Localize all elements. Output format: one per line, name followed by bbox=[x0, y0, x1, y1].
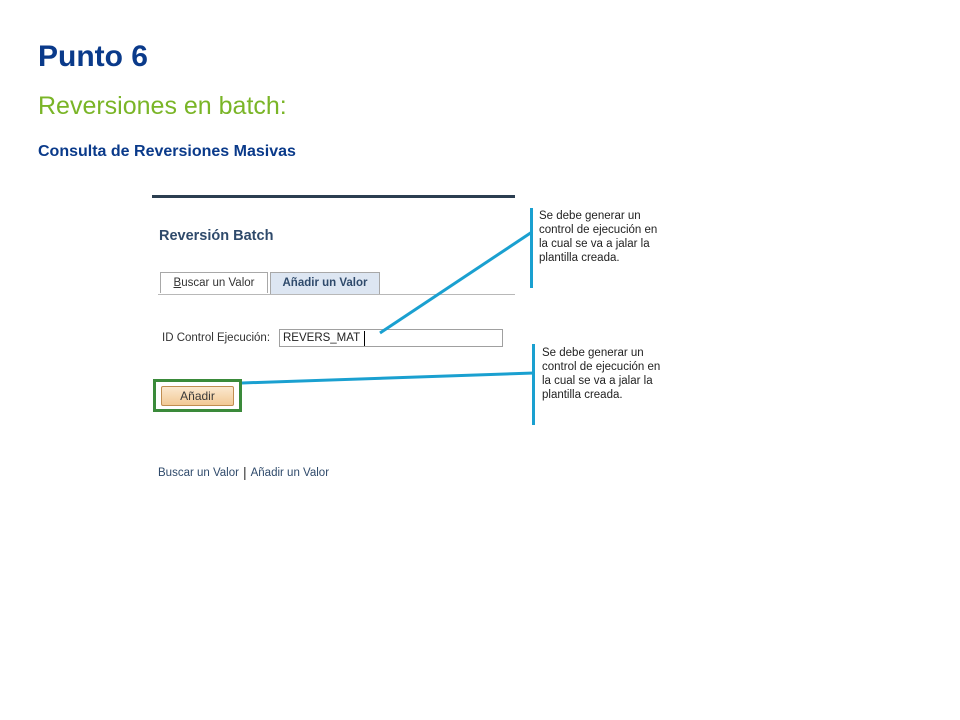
slide-title: Punto 6 bbox=[38, 40, 148, 73]
callout-connector-2 bbox=[242, 373, 534, 383]
footer-link-anadir-un-valor[interactable]: Añadir un Valor bbox=[250, 467, 330, 479]
tab-anadir-label: Añadir un Valor bbox=[282, 277, 368, 289]
slide-subtitle: Reversiones en batch: bbox=[38, 92, 287, 120]
callout-bar-2 bbox=[532, 344, 535, 425]
tab-strip bbox=[158, 272, 515, 295]
footer-link-buscar-un-valor[interactable]: Buscar un Valor bbox=[158, 467, 239, 479]
tab-buscar-un-valor[interactable] bbox=[160, 272, 268, 293]
footer-links bbox=[158, 463, 329, 479]
text-caret bbox=[364, 331, 365, 346]
callout-text-2: Se debe generar un control de ejecución en la cual se va a jalar la plantilla creada. bbox=[542, 347, 661, 401]
callout-text-1: Se debe generar un control de ejecución en la cual se va a jalar la plantilla creada. bbox=[539, 210, 658, 264]
footer-separator: | bbox=[242, 464, 247, 480]
slide-heading: Consulta de Reversiones Masivas bbox=[38, 143, 296, 160]
add-button[interactable]: Añadir bbox=[161, 386, 234, 406]
page-header: Reversión Batch bbox=[159, 228, 274, 244]
tab-buscar-label: uscar un Valor bbox=[181, 277, 255, 289]
callout-bar-1 bbox=[530, 208, 533, 288]
page-top-divider bbox=[152, 195, 515, 198]
tab-anadir-un-valor[interactable] bbox=[270, 272, 380, 294]
id-control-ejecucion-input[interactable] bbox=[279, 329, 503, 347]
id-control-ejecucion-label: ID Control Ejecución: bbox=[162, 332, 271, 344]
tab-buscar-accesskey: B bbox=[173, 277, 182, 289]
